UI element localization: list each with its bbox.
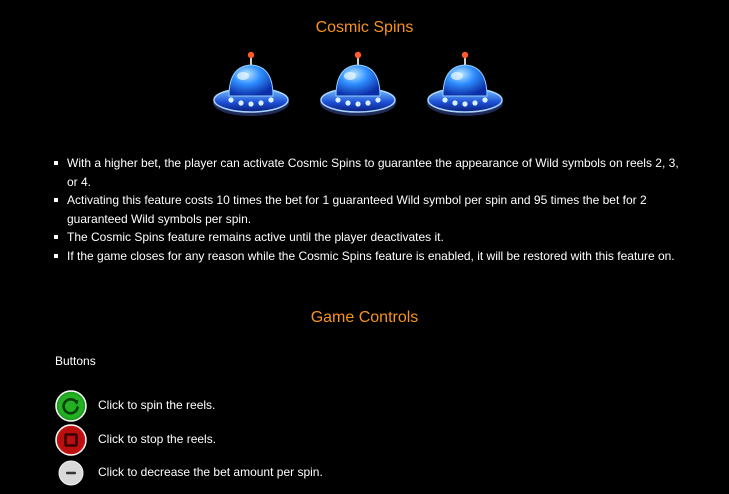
- minus-icon: [55, 457, 87, 489]
- cosmic-spins-title: Cosmic Spins: [315, 19, 414, 36]
- bullet-icon: [54, 161, 58, 165]
- ufo-icon: [211, 48, 291, 124]
- list-item: [54, 191, 684, 228]
- list-item: [54, 228, 684, 247]
- bullet-icon: [54, 235, 58, 239]
- list-item-text: With a higher bet, the player can activate Cosmic Spins to guarantee the appearance of Wild symbols on reels 2, 3, or 4.: [67, 156, 679, 189]
- control-description: Click to spin the reels.: [98, 398, 216, 412]
- stop-icon: [55, 424, 87, 456]
- bullet-icon: [54, 254, 58, 258]
- ufo-icon: [318, 48, 398, 124]
- control-row-spin: [55, 390, 555, 422]
- list-item-text: Activating this feature costs 10 times the bet for 1 guaranteed Wild symbol per spin and 95 times the bet for 2 guaranteed Wild symbols per spin.: [67, 193, 647, 226]
- cosmic-spins-rules-list: [54, 154, 684, 265]
- list-item: [54, 154, 684, 191]
- list-item-text: The Cosmic Spins feature remains active until the player deactivates it.: [67, 230, 444, 244]
- ufo-icon: [425, 48, 505, 124]
- control-row-decrease: [55, 457, 555, 489]
- bullet-icon: [54, 198, 58, 202]
- control-description: Click to stop the reels.: [98, 432, 217, 446]
- ufo-icons-row: [0, 48, 729, 128]
- control-description: Click to decrease the bet amount per spin.: [98, 465, 323, 479]
- buttons-heading: Buttons: [55, 354, 96, 368]
- control-row-stop: [55, 424, 555, 456]
- game-controls-title: Game Controls: [310, 309, 419, 326]
- list-item-text: If the game closes for any reason while the Cosmic Spins feature is enabled, it will be restored with this feature on.: [67, 248, 675, 263]
- spin-icon: [55, 390, 87, 422]
- list-item: [54, 247, 684, 266]
